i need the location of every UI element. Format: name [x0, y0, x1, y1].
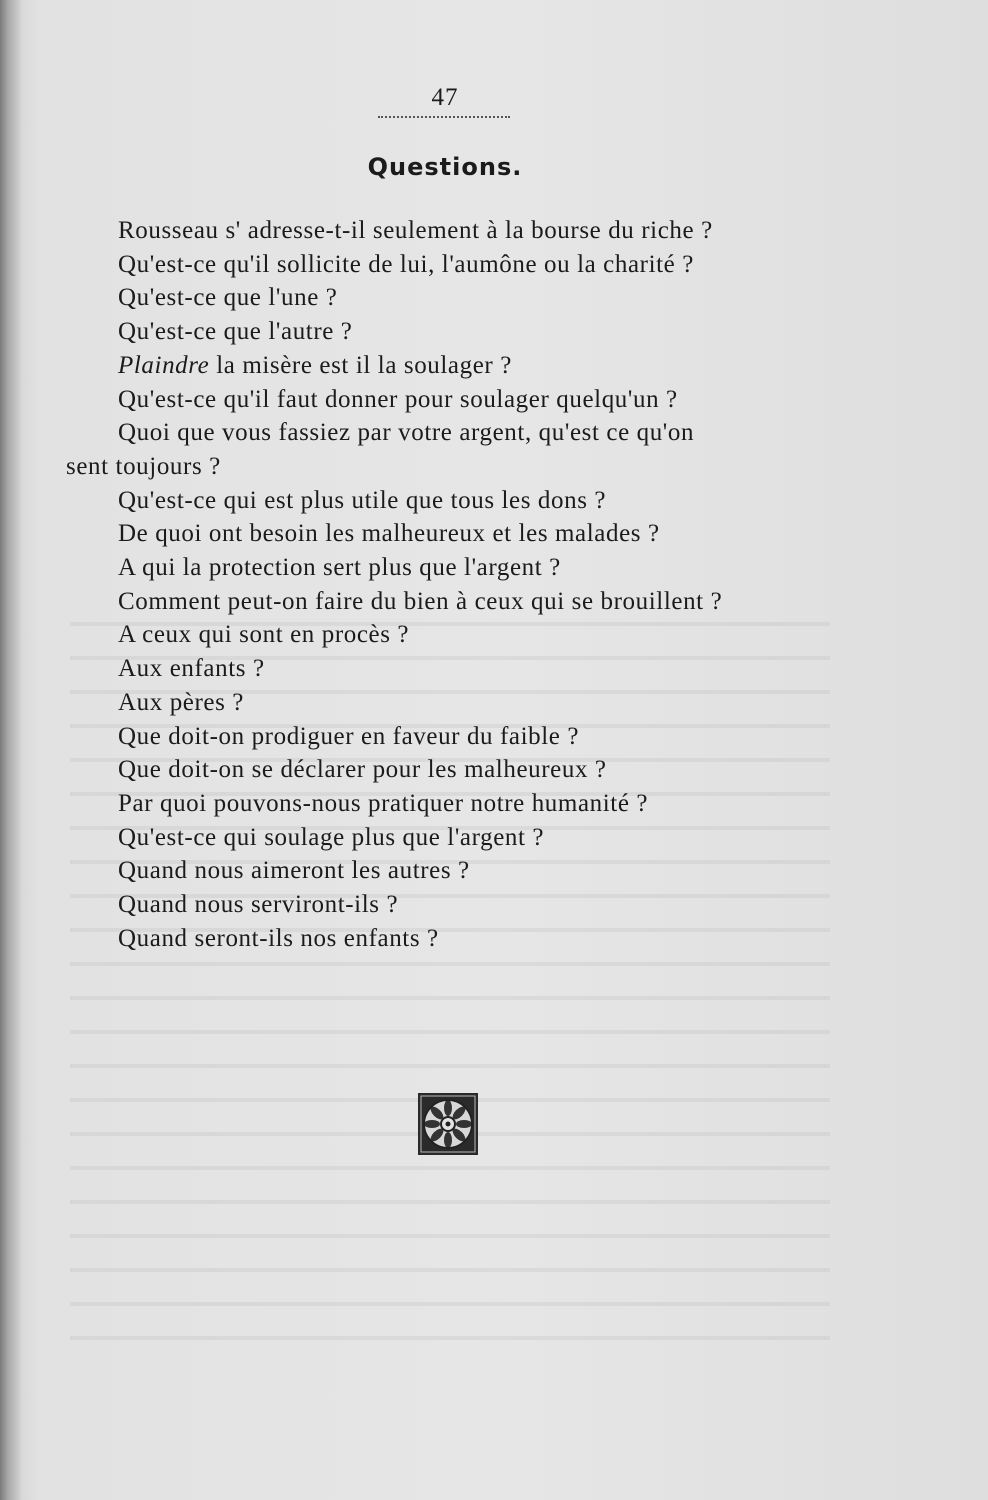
- questions-list: [66, 214, 826, 955]
- question-item: Qu'est-ce que l'une ?: [118, 284, 338, 312]
- question-item: Qu'est-ce que l'autre ?: [118, 318, 353, 346]
- question-text: Quoi que vous fassiez par votre argent, qu'est ce qu'on: [118, 419, 695, 447]
- question-item: Aux pères ?: [118, 688, 244, 716]
- question-item: Que doit-on se déclarer pour les malheureux ?: [118, 756, 607, 784]
- question-item: Quand nous serviront-ils ?: [118, 891, 399, 919]
- question-item: A qui la protection sert plus que l'argent ?: [118, 554, 561, 582]
- question-item: [66, 349, 826, 383]
- question-item: Quand seront-ils nos enfants ?: [118, 924, 439, 952]
- page-number-rule: [378, 116, 510, 118]
- question-text-continuation: sent toujours ?: [66, 452, 221, 480]
- question-item: Qu'est-ce qui soulage plus que l'argent ?: [118, 823, 545, 851]
- page-title: Questions.: [367, 153, 523, 181]
- question-item: Qu'est-ce qu'il faut donner pour soulager quelqu'un ?: [118, 385, 678, 413]
- question-text: la misère est il la soulager ?: [209, 351, 512, 379]
- question-item: Comment peut-on faire du bien à ceux qui se brouillent ?: [118, 587, 723, 615]
- question-item: Quand nous aimeront les autres ?: [118, 857, 470, 885]
- question-item: A ceux qui sont en procès ?: [118, 621, 410, 649]
- question-item: Que doit-on prodiguer en faveur du faible ?: [118, 722, 580, 750]
- rosette-ornament-icon: [417, 1092, 479, 1156]
- question-item: Rousseau s' adresse-t-il seulement à la bourse du riche ?: [118, 217, 713, 244]
- question-item: Par quoi pouvons-nous pratiquer notre humanité ?: [118, 789, 649, 817]
- question-item: [66, 416, 826, 483]
- question-item: De quoi ont besoin les malheureux et les malades ?: [118, 520, 660, 548]
- question-italic-word: Plaindre: [118, 351, 210, 379]
- question-item: Aux enfants ?: [118, 655, 265, 683]
- question-item: Qu'est-ce qui est plus utile que tous les dons ?: [118, 486, 607, 514]
- question-item: Qu'est-ce qu'il sollicite de lui, l'aumône ou la charité ?: [118, 250, 694, 278]
- binding-edge: [0, 0, 22, 1500]
- page-number: 47: [431, 84, 459, 111]
